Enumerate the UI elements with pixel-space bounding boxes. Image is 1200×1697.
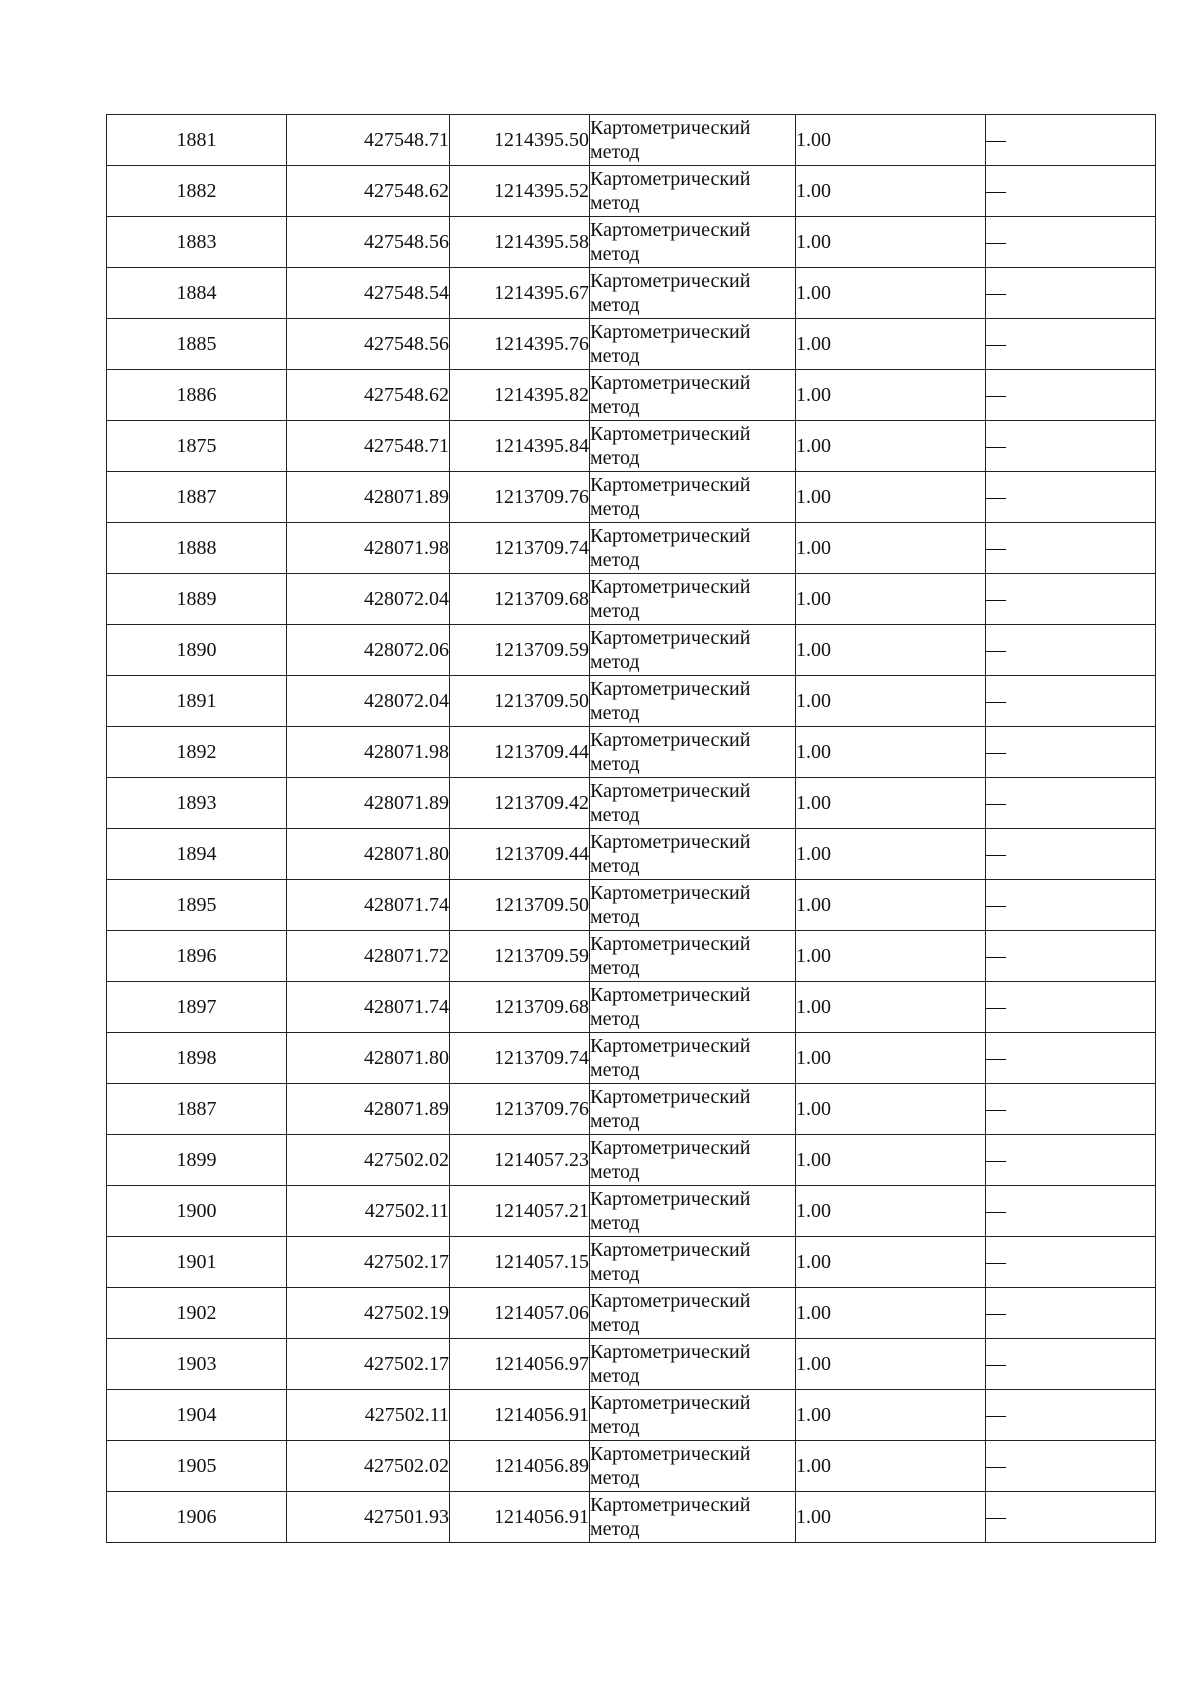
accuracy-cell: 1.00 <box>796 1288 986 1339</box>
accuracy-cell: 1.00 <box>796 625 986 676</box>
description-cell: — <box>986 829 1156 880</box>
method-line-1: Картометрический <box>590 1443 751 1465</box>
y-coordinate-cell: 1214395.67 <box>450 268 590 319</box>
y-coordinate-cell: 1213709.44 <box>450 829 590 880</box>
method-cell <box>590 727 796 778</box>
description-cell: — <box>986 880 1156 931</box>
x-coordinate-cell: 428071.80 <box>287 1033 450 1084</box>
method-line-2: метод <box>590 192 640 214</box>
accuracy-cell: 1.00 <box>796 778 986 829</box>
method-line-1: Картометрический <box>590 1290 751 1312</box>
point-number-cell: 1887 <box>107 472 287 523</box>
x-coordinate-cell: 428071.89 <box>287 472 450 523</box>
method-cell <box>590 931 796 982</box>
description-cell: — <box>986 574 1156 625</box>
method-line-2: метод <box>590 141 640 163</box>
accuracy-cell: 1.00 <box>796 370 986 421</box>
y-coordinate-cell: 1214395.76 <box>450 319 590 370</box>
table-row <box>107 829 1156 880</box>
accuracy-cell: 1.00 <box>796 1084 986 1135</box>
point-number-cell: 1893 <box>107 778 287 829</box>
y-coordinate-cell: 1213709.68 <box>450 574 590 625</box>
description-cell: — <box>986 166 1156 217</box>
table-row <box>107 880 1156 931</box>
method-cell <box>590 982 796 1033</box>
accuracy-cell: 1.00 <box>796 1033 986 1084</box>
method-line-1: Картометрический <box>590 474 751 496</box>
table-row <box>107 1186 1156 1237</box>
y-coordinate-cell: 1213709.50 <box>450 880 590 931</box>
method-cell <box>590 472 796 523</box>
x-coordinate-cell: 428071.74 <box>287 880 450 931</box>
method-line-2: метод <box>590 1467 640 1489</box>
point-number-cell: 1896 <box>107 931 287 982</box>
x-coordinate-cell: 428071.98 <box>287 523 450 574</box>
method-line-2: метод <box>590 1365 640 1387</box>
y-coordinate-cell: 1213709.59 <box>450 931 590 982</box>
accuracy-cell: 1.00 <box>796 1492 986 1543</box>
method-line-2: метод <box>590 396 640 418</box>
method-line-2: метод <box>590 702 640 724</box>
method-line-1: Картометрический <box>590 1392 751 1414</box>
point-number-cell: 1890 <box>107 625 287 676</box>
x-coordinate-cell: 427548.71 <box>287 115 450 166</box>
point-number-cell: 1902 <box>107 1288 287 1339</box>
y-coordinate-cell: 1213709.50 <box>450 676 590 727</box>
method-cell <box>590 778 796 829</box>
y-coordinate-cell: 1214395.52 <box>450 166 590 217</box>
method-line-1: Картометрический <box>590 1137 751 1159</box>
method-line-2: метод <box>590 1110 640 1132</box>
method-line-1: Картометрический <box>590 321 751 343</box>
accuracy-cell: 1.00 <box>796 268 986 319</box>
method-line-1: Картометрический <box>590 1341 751 1363</box>
method-cell <box>590 1033 796 1084</box>
description-cell: — <box>986 1033 1156 1084</box>
description-cell: — <box>986 268 1156 319</box>
method-cell <box>590 115 796 166</box>
accuracy-cell: 1.00 <box>796 880 986 931</box>
description-cell: — <box>986 1186 1156 1237</box>
method-line-2: метод <box>590 1416 640 1438</box>
y-coordinate-cell: 1213709.74 <box>450 523 590 574</box>
coordinates-table <box>106 114 1156 1543</box>
table-row <box>107 421 1156 472</box>
method-cell <box>590 1441 796 1492</box>
method-line-2: метод <box>590 447 640 469</box>
accuracy-cell: 1.00 <box>796 982 986 1033</box>
description-cell: — <box>986 982 1156 1033</box>
method-line-2: метод <box>590 753 640 775</box>
method-line-1: Картометрический <box>590 576 751 598</box>
y-coordinate-cell: 1213709.76 <box>450 1084 590 1135</box>
method-cell <box>590 421 796 472</box>
method-cell <box>590 625 796 676</box>
x-coordinate-cell: 428072.06 <box>287 625 450 676</box>
table-row <box>107 370 1156 421</box>
y-coordinate-cell: 1214057.15 <box>450 1237 590 1288</box>
y-coordinate-cell: 1214056.91 <box>450 1492 590 1543</box>
x-coordinate-cell: 427548.54 <box>287 268 450 319</box>
x-coordinate-cell: 427502.19 <box>287 1288 450 1339</box>
point-number-cell: 1898 <box>107 1033 287 1084</box>
y-coordinate-cell: 1214056.89 <box>450 1441 590 1492</box>
accuracy-cell: 1.00 <box>796 1237 986 1288</box>
x-coordinate-cell: 427502.11 <box>287 1186 450 1237</box>
point-number-cell: 1886 <box>107 370 287 421</box>
accuracy-cell: 1.00 <box>796 523 986 574</box>
x-coordinate-cell: 427502.17 <box>287 1339 450 1390</box>
table-row <box>107 982 1156 1033</box>
point-number-cell: 1875 <box>107 421 287 472</box>
table-row <box>107 1492 1156 1543</box>
method-line-1: Картометрический <box>590 984 751 1006</box>
description-cell: — <box>986 625 1156 676</box>
accuracy-cell: 1.00 <box>796 1339 986 1390</box>
accuracy-cell: 1.00 <box>796 574 986 625</box>
x-coordinate-cell: 427548.62 <box>287 166 450 217</box>
y-coordinate-cell: 1214395.84 <box>450 421 590 472</box>
description-cell: — <box>986 370 1156 421</box>
table-row <box>107 1339 1156 1390</box>
x-coordinate-cell: 428071.98 <box>287 727 450 778</box>
method-cell <box>590 268 796 319</box>
accuracy-cell: 1.00 <box>796 166 986 217</box>
method-line-2: метод <box>590 549 640 571</box>
method-line-1: Картометрический <box>590 1188 751 1210</box>
x-coordinate-cell: 428071.89 <box>287 778 450 829</box>
method-line-2: метод <box>590 1161 640 1183</box>
method-cell <box>590 1492 796 1543</box>
y-coordinate-cell: 1214056.91 <box>450 1390 590 1441</box>
x-coordinate-cell: 427548.56 <box>287 319 450 370</box>
table-row <box>107 319 1156 370</box>
x-coordinate-cell: 427502.11 <box>287 1390 450 1441</box>
method-cell <box>590 523 796 574</box>
table-row <box>107 625 1156 676</box>
coordinates-table-body <box>107 115 1156 1543</box>
method-line-1: Картометрический <box>590 831 751 853</box>
point-number-cell: 1894 <box>107 829 287 880</box>
method-line-1: Картометрический <box>590 423 751 445</box>
description-cell: — <box>986 676 1156 727</box>
method-line-1: Картометрический <box>590 678 751 700</box>
table-row <box>107 523 1156 574</box>
y-coordinate-cell: 1213709.76 <box>450 472 590 523</box>
point-number-cell: 1889 <box>107 574 287 625</box>
description-cell: — <box>986 319 1156 370</box>
description-cell: — <box>986 421 1156 472</box>
method-cell <box>590 217 796 268</box>
point-number-cell: 1891 <box>107 676 287 727</box>
method-line-1: Картометрический <box>590 372 751 394</box>
point-number-cell: 1897 <box>107 982 287 1033</box>
x-coordinate-cell: 427501.93 <box>287 1492 450 1543</box>
point-number-cell: 1885 <box>107 319 287 370</box>
accuracy-cell: 1.00 <box>796 115 986 166</box>
method-line-2: метод <box>590 1212 640 1234</box>
table-row <box>107 1390 1156 1441</box>
method-line-2: метод <box>590 855 640 877</box>
table-row <box>107 115 1156 166</box>
table-row <box>107 1135 1156 1186</box>
accuracy-cell: 1.00 <box>796 1390 986 1441</box>
table-row <box>107 1441 1156 1492</box>
method-line-1: Картометрический <box>590 525 751 547</box>
point-number-cell: 1900 <box>107 1186 287 1237</box>
x-coordinate-cell: 428071.80 <box>287 829 450 880</box>
description-cell: — <box>986 1441 1156 1492</box>
table-row <box>107 1084 1156 1135</box>
method-cell <box>590 1288 796 1339</box>
method-line-2: метод <box>590 1314 640 1336</box>
accuracy-cell: 1.00 <box>796 217 986 268</box>
method-line-1: Картометрический <box>590 270 751 292</box>
method-line-1: Картометрический <box>590 1035 751 1057</box>
accuracy-cell: 1.00 <box>796 931 986 982</box>
point-number-cell: 1904 <box>107 1390 287 1441</box>
point-number-cell: 1892 <box>107 727 287 778</box>
x-coordinate-cell: 427502.02 <box>287 1441 450 1492</box>
table-row <box>107 676 1156 727</box>
method-line-2: метод <box>590 957 640 979</box>
description-cell: — <box>986 1135 1156 1186</box>
method-cell <box>590 1084 796 1135</box>
y-coordinate-cell: 1213709.74 <box>450 1033 590 1084</box>
x-coordinate-cell: 428072.04 <box>287 676 450 727</box>
y-coordinate-cell: 1214395.82 <box>450 370 590 421</box>
description-cell: — <box>986 217 1156 268</box>
method-cell <box>590 676 796 727</box>
accuracy-cell: 1.00 <box>796 421 986 472</box>
point-number-cell: 1899 <box>107 1135 287 1186</box>
description-cell: — <box>986 1390 1156 1441</box>
method-line-2: метод <box>590 1263 640 1285</box>
point-number-cell: 1887 <box>107 1084 287 1135</box>
method-line-2: метод <box>590 1059 640 1081</box>
accuracy-cell: 1.00 <box>796 1135 986 1186</box>
method-line-2: метод <box>590 1518 640 1540</box>
table-row <box>107 166 1156 217</box>
method-cell <box>590 1135 796 1186</box>
x-coordinate-cell: 428071.72 <box>287 931 450 982</box>
x-coordinate-cell: 427548.56 <box>287 217 450 268</box>
y-coordinate-cell: 1213709.59 <box>450 625 590 676</box>
method-line-2: метод <box>590 651 640 673</box>
x-coordinate-cell: 427548.71 <box>287 421 450 472</box>
y-coordinate-cell: 1214057.21 <box>450 1186 590 1237</box>
table-row <box>107 727 1156 778</box>
accuracy-cell: 1.00 <box>796 829 986 880</box>
method-line-1: Картометрический <box>590 627 751 649</box>
point-number-cell: 1888 <box>107 523 287 574</box>
y-coordinate-cell: 1214057.06 <box>450 1288 590 1339</box>
table-row <box>107 268 1156 319</box>
method-line-2: метод <box>590 294 640 316</box>
method-cell <box>590 1186 796 1237</box>
method-cell <box>590 829 796 880</box>
accuracy-cell: 1.00 <box>796 1441 986 1492</box>
x-coordinate-cell: 428072.04 <box>287 574 450 625</box>
method-line-1: Картометрический <box>590 117 751 139</box>
table-row <box>107 574 1156 625</box>
method-line-1: Картометрический <box>590 1086 751 1108</box>
x-coordinate-cell: 427502.02 <box>287 1135 450 1186</box>
x-coordinate-cell: 427548.62 <box>287 370 450 421</box>
x-coordinate-cell: 427502.17 <box>287 1237 450 1288</box>
y-coordinate-cell: 1213709.42 <box>450 778 590 829</box>
method-line-2: метод <box>590 600 640 622</box>
description-cell: — <box>986 1288 1156 1339</box>
x-coordinate-cell: 428071.89 <box>287 1084 450 1135</box>
accuracy-cell: 1.00 <box>796 1186 986 1237</box>
point-number-cell: 1881 <box>107 115 287 166</box>
method-line-2: метод <box>590 906 640 928</box>
description-cell: — <box>986 1339 1156 1390</box>
method-line-2: метод <box>590 345 640 367</box>
y-coordinate-cell: 1213709.44 <box>450 727 590 778</box>
method-cell <box>590 1339 796 1390</box>
table-row <box>107 472 1156 523</box>
x-coordinate-cell: 428071.74 <box>287 982 450 1033</box>
point-number-cell: 1882 <box>107 166 287 217</box>
point-number-cell: 1901 <box>107 1237 287 1288</box>
description-cell: — <box>986 472 1156 523</box>
description-cell: — <box>986 778 1156 829</box>
method-cell <box>590 1237 796 1288</box>
description-cell: — <box>986 727 1156 778</box>
point-number-cell: 1903 <box>107 1339 287 1390</box>
method-line-1: Картометрический <box>590 1494 751 1516</box>
method-cell <box>590 1390 796 1441</box>
y-coordinate-cell: 1214056.97 <box>450 1339 590 1390</box>
table-row <box>107 778 1156 829</box>
method-line-1: Картометрический <box>590 780 751 802</box>
table-row <box>107 1288 1156 1339</box>
method-line-2: метод <box>590 498 640 520</box>
description-cell: — <box>986 1237 1156 1288</box>
description-cell: — <box>986 115 1156 166</box>
method-cell <box>590 166 796 217</box>
method-line-2: метод <box>590 804 640 826</box>
accuracy-cell: 1.00 <box>796 319 986 370</box>
method-line-1: Картометрический <box>590 729 751 751</box>
method-line-2: метод <box>590 1008 640 1030</box>
table-row <box>107 931 1156 982</box>
point-number-cell: 1884 <box>107 268 287 319</box>
y-coordinate-cell: 1214395.50 <box>450 115 590 166</box>
method-cell <box>590 880 796 931</box>
method-line-1: Картометрический <box>590 1239 751 1261</box>
point-number-cell: 1883 <box>107 217 287 268</box>
method-cell <box>590 370 796 421</box>
point-number-cell: 1906 <box>107 1492 287 1543</box>
accuracy-cell: 1.00 <box>796 472 986 523</box>
table-row <box>107 1237 1156 1288</box>
method-line-1: Картометрический <box>590 168 751 190</box>
table-row <box>107 217 1156 268</box>
method-line-1: Картометрический <box>590 933 751 955</box>
method-cell <box>590 574 796 625</box>
point-number-cell: 1905 <box>107 1441 287 1492</box>
y-coordinate-cell: 1214057.23 <box>450 1135 590 1186</box>
description-cell: — <box>986 931 1156 982</box>
accuracy-cell: 1.00 <box>796 727 986 778</box>
accuracy-cell: 1.00 <box>796 676 986 727</box>
method-line-2: метод <box>590 243 640 265</box>
description-cell: — <box>986 523 1156 574</box>
method-line-1: Картометрический <box>590 882 751 904</box>
description-cell: — <box>986 1492 1156 1543</box>
description-cell: — <box>986 1084 1156 1135</box>
method-line-1: Картометрический <box>590 219 751 241</box>
y-coordinate-cell: 1213709.68 <box>450 982 590 1033</box>
table-row <box>107 1033 1156 1084</box>
point-number-cell: 1895 <box>107 880 287 931</box>
y-coordinate-cell: 1214395.58 <box>450 217 590 268</box>
method-cell <box>590 319 796 370</box>
